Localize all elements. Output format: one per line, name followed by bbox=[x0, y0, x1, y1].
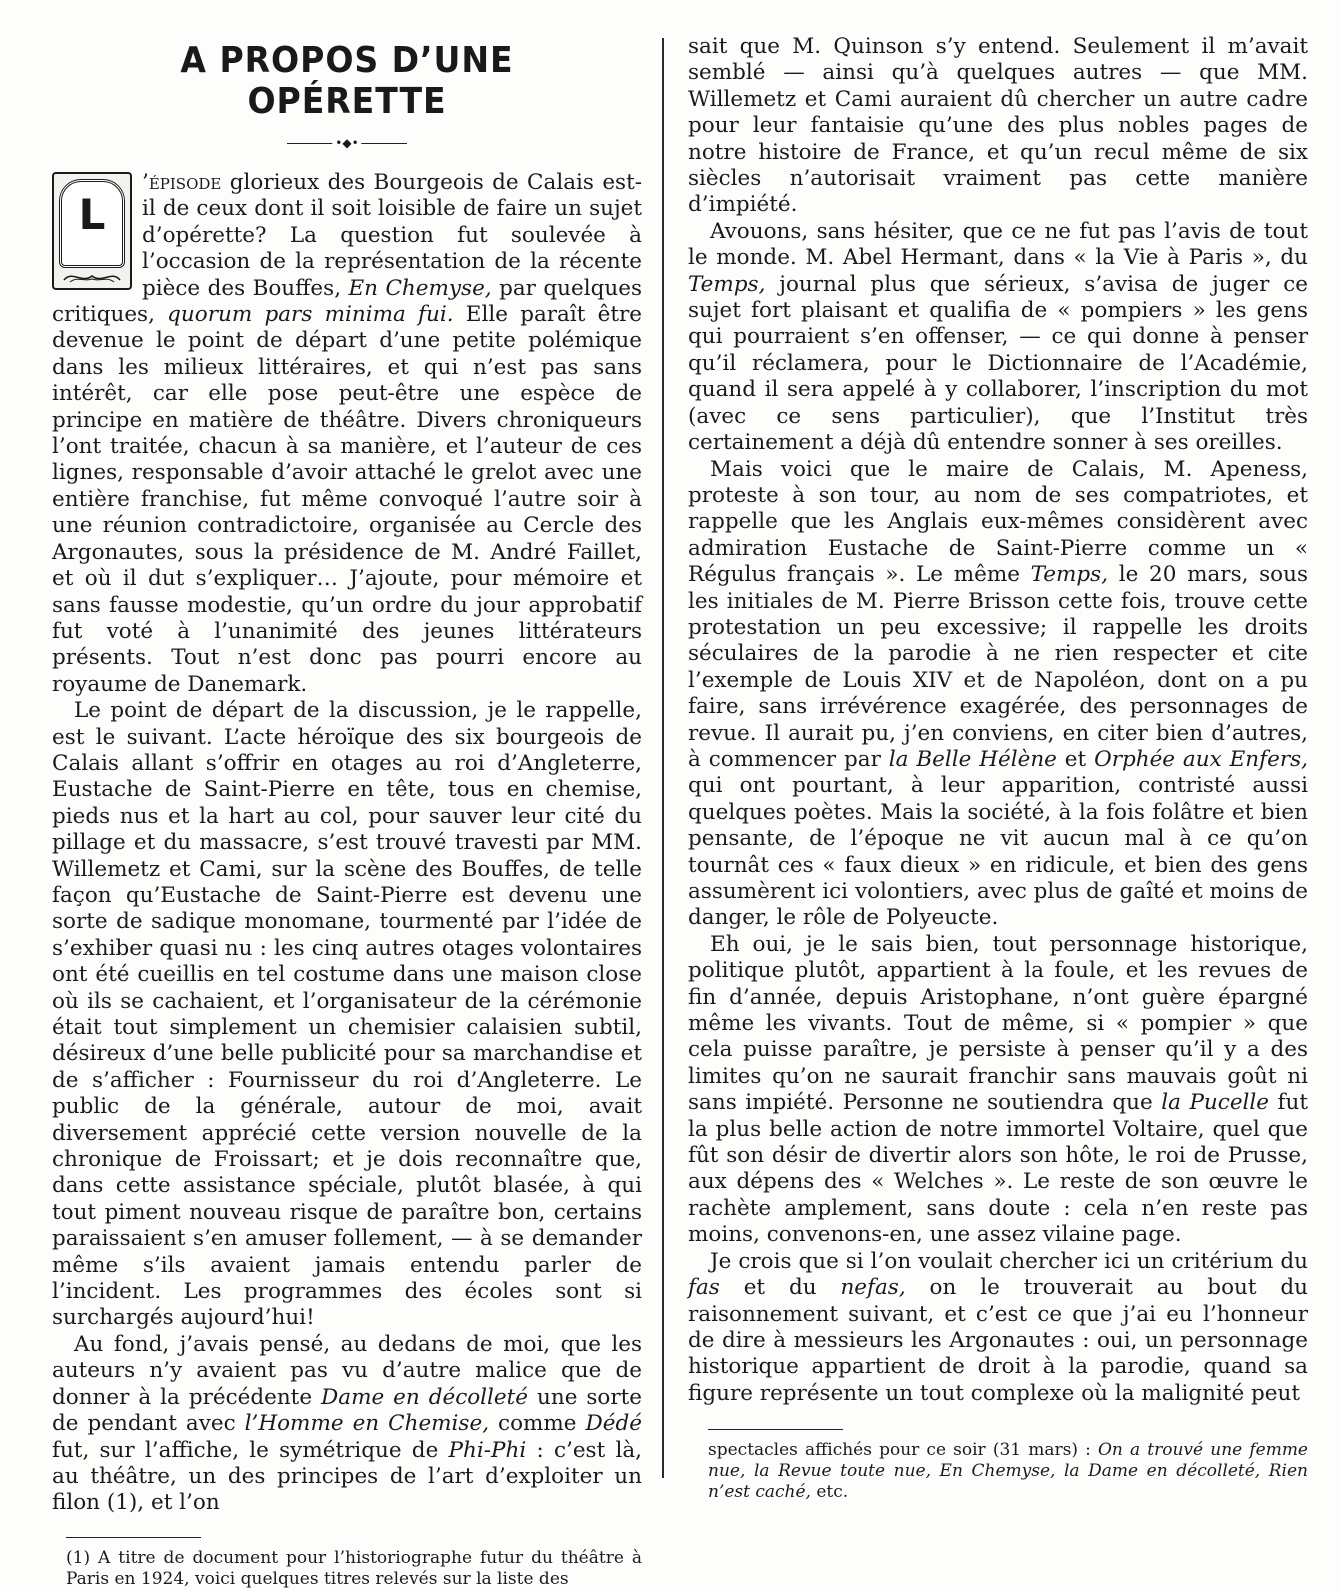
left-paragraph-2: Le point de départ de la discussion, je le rappelle, est le suivant. L’acte héroïque des six bourgeois de Calais allant s’offrir en otages au roi d’Angleterre, Eustache de Saint-Pierre en tête, tous en chemise, pieds nus et la hart au col, pour sauver leur cité du pillage et du massacre, s’est trouvé travesti par MM. Willemetz et Cami, sur la scène des Bouffes, de telle façon qu’Eustache de Saint-Pierre est devenu une sorte de sadique monomane, tourmenté par l’idée de s’exhiber quasi nu : les cinq autres otages volontaires ont été cueillis en tel costume dans une maison close où ils se cachaient, et l’organisateur de la cérémonie était tout simplement un chemisier calaisien subtil, désireux d’une belle publicité pour sa marchandise et de s’afficher : Fournisseur du roi d’Angleterre. Le public de la générale, autour de moi, avait diversement apprécié cette version nouvelle de la chronique de Froissart; et je dois reconnaître que, dans cette assistance spéciale, plutôt blasée, à qui tout piment nouveau risque de paraître bon, certains paraissaient s’en amuser follement, — à se demander même s’ils avaient jamais entendu parler de l’incident. Les programmes des écoles sont si surchargés aujourd’hui! bbox=[52, 698, 642, 1331]
dropcap-ornament bbox=[52, 172, 132, 290]
left-paragraph-1: L ’épisode glorieux des Bourgeois de Calais est-il de ceux dont il soit loisible de faire un sujet d’opérette? La question fut soulevée à l’occasion de la représentation de la récente pièce des Bouffes, En Chemyse, par quelques critiques, quorum pars minima fui. Elle paraît être devenue le point de départ d’une petite polémique dans les milieux littéraires, et qui n’est pas sans intérêt, car elle pose peut-être une espèce de principe en matière de théâtre. Divers chroniqueurs l’ont traitée, chacun à sa manière, et l’auteur de ces lignes, responsable d’avoir attaché le grelot avec une entière franchise, fut même convoqué l’autre soir à une réunion contradictoire, organisée au Cercle des Argonautes, sous la présidence de M. André Faillet, et où il dut s’expliquer… J’ajoute, pour mémoire et sans fausse modestie, qu’un ordre du jour approbatif fut voté à l’unanimité des jeunes littérateurs présents. Tout n’est donc pas pourri encore au royaume de Danemark. bbox=[52, 170, 642, 697]
footnote-left: (1) A titre de document pour l’historiographe futur du théâtre à Paris en 1924, voici quelques titres relevés sur la liste des bbox=[66, 1547, 642, 1589]
right-paragraph-2: Mais voici que le maire de Calais, M. Apeness, proteste à son tour, au nom de ses compatriotes, et rappelle que les Anglais eux-mêmes considèrent avec admiration Eustache de Saint-Pierre comme un « Régulus français ». Le même Temps, le 20 mars, sous les initiales de M. Pierre Brisson cette fois, trouve cette protestation un peu excessive; il rappelle les droits séculaires de la parodie à ne rien respecter et cite l’exemple de Louis XIV et de Napoléon, dont on a pu faire, sans irrévérence exagérée, des personnages de revue. Il aurait pu, j’en conviens, en citer bien d’autres, à commencer par la Belle Hélène et Orphée aux Enfers, qui ont pourtant, à leur apparition, contristé aussi quelques poètes. Mais la société, à la fois folâtre et bien pensante, de l’époque ne vit aucun mal à ce qu’on tournât ces « faux dieux » en ridicule, et bien des gens assumèrent ici volontiers, avec plus de gaîté et moins de danger, le rôle de Polyeucte. bbox=[688, 456, 1308, 931]
right-column bbox=[688, 34, 1308, 1503]
article-title: A PROPOS D’UNE OPÉRETTE bbox=[180, 40, 514, 122]
dropcap-letter: L bbox=[78, 190, 106, 239]
footnote-divider bbox=[66, 1537, 201, 1538]
left-column bbox=[52, 0, 642, 1590]
title-ornament: •◆• bbox=[287, 136, 407, 150]
left-paragraph-3: Au fond, j’avais pensé, au dedans de moi, que les auteurs n’y avaient pas vu d’autre malice que de donner à la précédente Dame en décolleté une sorte de pendant avec l’Homme en Chemise, comme Dédé fut, sur l’affiche, le symétrique de Phi-Phi : c’est là, au théâtre, un des principes de l’art d’exploiter un filon (1), et l’on bbox=[52, 1331, 643, 1516]
right-paragraph-3: Eh oui, je le sais bien, tout personnage historique, politique plutôt, appartient à la foule, et les revues de fin d’année, depuis Aristophane, n’ont guère épargné même les vivants. Tout de même, si « pompier » que cela puisse paraître, je persiste à penser qu’il y a des limites qu’on ne saurait franchir sans mauvais goût ni sans impiété. Personne ne soutiendra que la Pucelle fut la plus belle action de notre immortel Voltaire, quel que fût son désir de divertir alors son hôte, le roi de Prusse, aux dépens des « Welches ». Le reste de son œuvre le rachète amplement, sans doute : cela n’en reste pas moins, convenons-en, une assez vilaine page. bbox=[688, 931, 1308, 1248]
right-paragraph-1: Avouons, sans hésiter, que ce ne fut pas l’avis de tout le monde. M. Abel Hermant, dans « la Vie à Paris », du Temps, journal plus que sérieux, s’avisa de juger ce sujet fort plaisant et qualifia de « pompiers » les gens qui pourraient s’en offenser, — ce qui donne à penser qu’il réclamera, pour le Dictionnaire de l’Académie, quand il sera appelé à y collaborer, l’inscription du mot (avec ce sens particulier), que l’Institut très certainement a déjà dû entendre sonner à ses oreilles. bbox=[688, 218, 1308, 456]
footnote-divider-right bbox=[708, 1429, 843, 1430]
footnote-right: spectacles affichés pour ce soir (31 mars) : On a trouvé une femme nue, la Revue toute nue, En Chemyse, la Dame en décolleté, Rien n’est caché, etc. bbox=[708, 1440, 1308, 1503]
column-divider bbox=[662, 38, 664, 1478]
flourish-icon bbox=[62, 270, 122, 284]
right-paragraph-0: sait que M. Quinson s’y entend. Seulement il m’avait semblé — ainsi qu’à quelques autres — que MM. Willemetz et Cami auraient dû chercher un autre cadre pour leur fantaisie qu’une des plus nobles pages de notre histoire de France, et qu’un recul même de six siècles n’autorisait vraiment pas cette manière d’impiété. bbox=[688, 34, 1308, 218]
right-paragraph-4: Je crois que si l’on voulait chercher ici un critérium du fas et du nefas, on le trouverait au bout du raisonnement suivant, et c’est ce que j’ai eu l’honneur de dire à messieurs les Argonautes : oui, un personnage historique appartient de droit à la parodie, quand sa figure représente un tout complexe où la malignité peut bbox=[688, 1248, 1308, 1406]
